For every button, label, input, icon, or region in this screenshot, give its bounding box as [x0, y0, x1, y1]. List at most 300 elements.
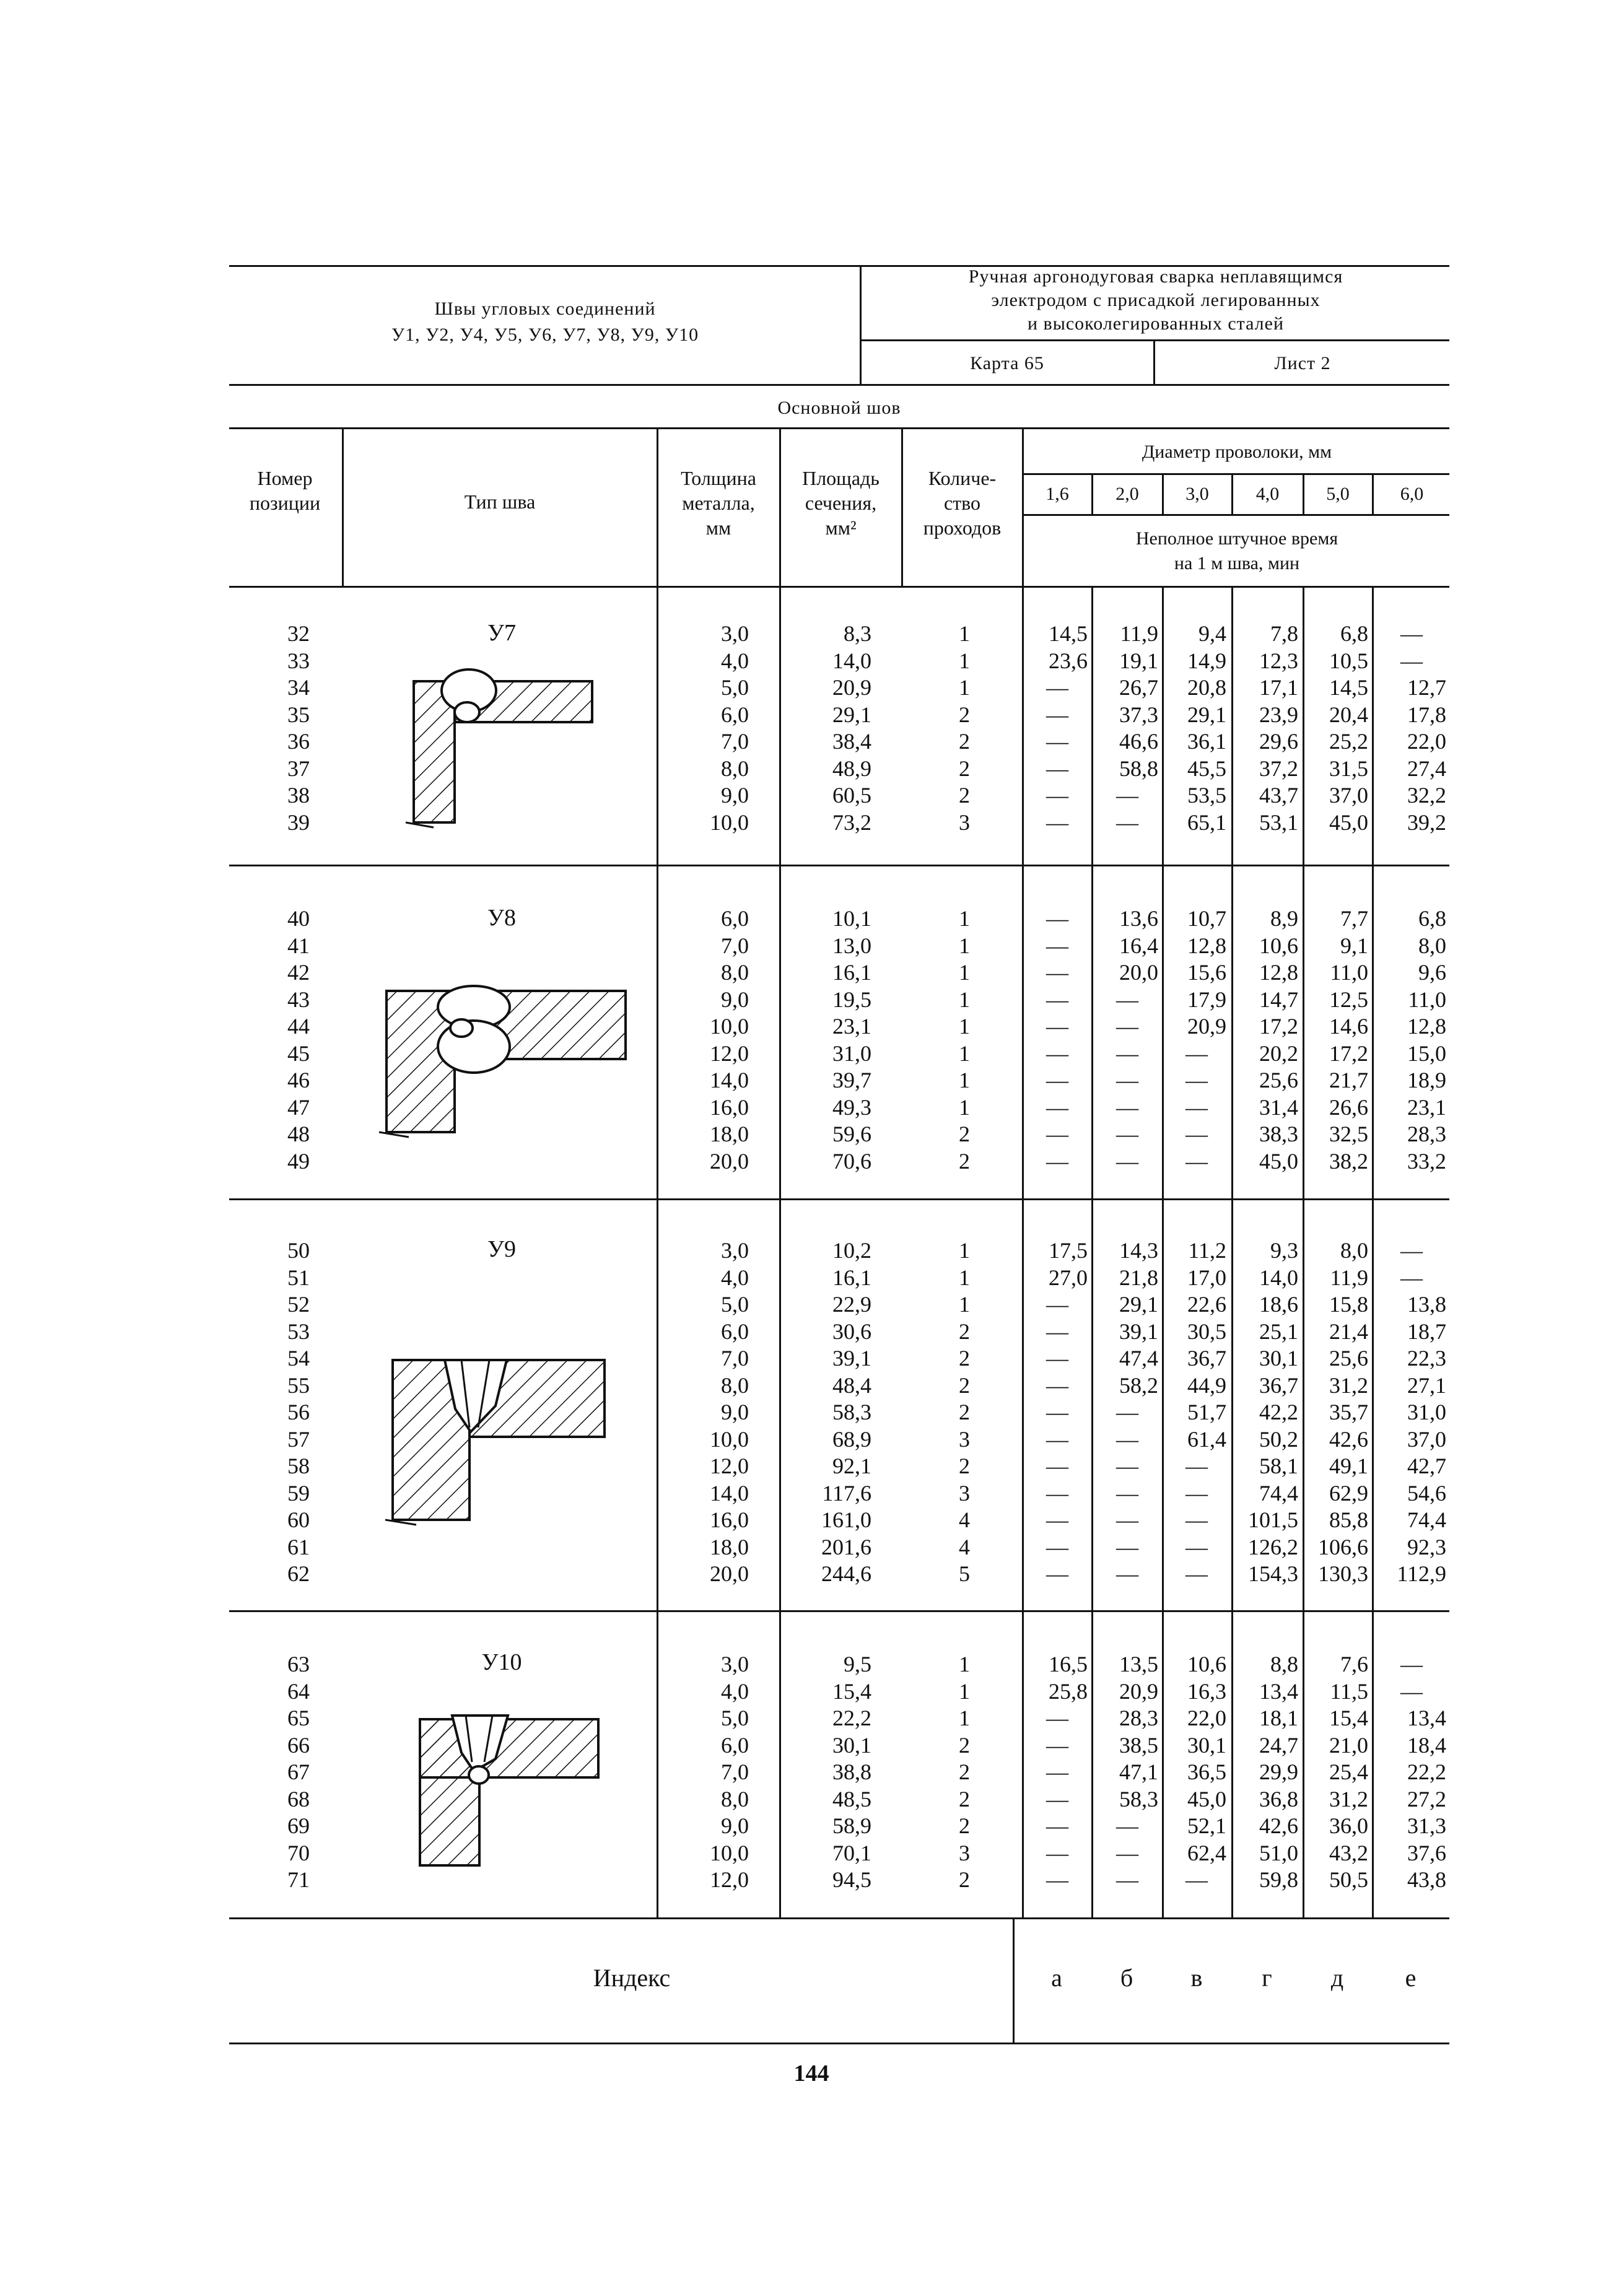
cell-thickness: 10,0 [710, 1426, 749, 1452]
cell-area: 58,3 [832, 1400, 871, 1424]
cell-time-d40: 42,2 [1259, 1400, 1298, 1424]
cell-position: 61 [287, 1534, 310, 1559]
cell-time-d50: 37,0 [1329, 783, 1368, 808]
cell-passes: 3 [959, 1840, 970, 1865]
cell-time-d60: 31,0 [1407, 1400, 1446, 1424]
cell-time-d16: — [1046, 1732, 1068, 1758]
cell-passes: 2 [959, 1786, 970, 1812]
cell-position: 44 [287, 1014, 310, 1039]
cell-area: 31,0 [832, 1040, 871, 1066]
cell-thickness: 18,0 [710, 1534, 749, 1559]
cell-thickness: 4,0 [721, 648, 749, 673]
cell-time-d20: — [1116, 1561, 1138, 1586]
cell-time-d40: 31,4 [1259, 1094, 1298, 1120]
cell-time-d30: 11,2 [1188, 1238, 1226, 1263]
header-left-line2: У1, У2, У4, У5, У6, У7, У8, У9, У10 [391, 325, 699, 345]
cell-position: 46 [287, 1068, 310, 1092]
cell-time-d16: — [1046, 1400, 1068, 1424]
cell-time-d50: 26,6 [1329, 1094, 1368, 1120]
cell-passes: 2 [959, 1732, 970, 1758]
cell-thickness: 4,0 [721, 1678, 749, 1704]
cell-time-d40: 50,2 [1259, 1426, 1298, 1452]
col-time-l2: на 1 м шва, мин [1174, 553, 1300, 573]
cell-time-d40: 18,6 [1259, 1292, 1298, 1317]
cell-time-d20: — [1116, 1867, 1138, 1892]
col-type: Тип шва [464, 491, 536, 513]
cell-position: 47 [287, 1094, 310, 1120]
cell-thickness: 6,0 [721, 702, 749, 727]
cell-time-d60: 27,1 [1407, 1372, 1446, 1398]
cell-time-d30: 20,8 [1187, 675, 1226, 700]
cell-time-d30: — [1185, 1867, 1208, 1892]
cell-thickness: 8,0 [721, 756, 749, 781]
cell-thickness: 9,0 [721, 783, 749, 808]
cell-time-d40: 12,8 [1259, 960, 1298, 985]
cell-time-d60: 37,6 [1407, 1840, 1446, 1865]
cell-area: 68,9 [832, 1426, 871, 1452]
cell-passes: 3 [959, 1426, 970, 1452]
cell-position: 32 [287, 621, 310, 646]
cell-time-d20: 16,4 [1119, 933, 1158, 958]
seam-diagram-u8 [379, 986, 626, 1137]
cell-time-d20: 39,1 [1119, 1319, 1158, 1344]
cell-time-d20: 20,0 [1119, 960, 1158, 985]
cell-passes: 1 [959, 1040, 970, 1066]
cell-time-d16: — [1046, 1426, 1068, 1452]
cell-position: 41 [287, 933, 310, 958]
cell-passes: 1 [959, 1068, 970, 1092]
cell-time-d20: 58,2 [1119, 1372, 1158, 1398]
cell-time-d40: 29,9 [1259, 1759, 1298, 1784]
col-position-l2: позиции [249, 492, 321, 514]
cell-time-d60: 22,2 [1407, 1759, 1446, 1784]
cell-time-d60: — [1400, 1238, 1423, 1263]
seam-label-u9: У9 [487, 1236, 516, 1262]
cell-time-d40: 51,0 [1259, 1840, 1298, 1865]
cell-time-d20: 47,4 [1119, 1346, 1158, 1371]
cell-position: 66 [287, 1732, 310, 1758]
cell-time-d60: — [1400, 1652, 1423, 1676]
cell-position: 49 [287, 1148, 310, 1174]
cell-time-d60: — [1400, 621, 1423, 646]
cell-area: 22,9 [832, 1292, 871, 1317]
index-b: б [1120, 1964, 1133, 1992]
cell-passes: 2 [959, 1372, 970, 1398]
cell-time-d20: — [1116, 1068, 1138, 1092]
cell-position: 38 [287, 783, 310, 808]
cell-thickness: 10,0 [710, 1840, 749, 1865]
cell-position: 39 [287, 809, 310, 835]
cell-time-d20: 47,1 [1119, 1759, 1158, 1784]
cell-thickness: 14,0 [710, 1480, 749, 1506]
cell-position: 52 [287, 1292, 310, 1317]
cell-time-d40: 38,3 [1259, 1122, 1298, 1146]
cell-time-d50: 42,6 [1329, 1426, 1368, 1452]
cell-time-d60: 18,9 [1407, 1068, 1446, 1092]
cell-time-d30: 62,4 [1187, 1840, 1226, 1865]
cell-time-d50: 31,5 [1329, 756, 1368, 781]
cell-time-d20: 19,1 [1119, 648, 1158, 673]
diameter-1-6: 1,6 [1046, 484, 1069, 504]
cell-position: 58 [287, 1454, 310, 1478]
cell-time-d60: 11,0 [1408, 987, 1446, 1012]
cell-passes: 2 [959, 1454, 970, 1478]
cell-thickness: 10,0 [710, 1014, 749, 1039]
cell-time-d60: 74,4 [1407, 1507, 1446, 1532]
col-area-l3: мм² [825, 517, 857, 539]
cell-time-d20: 37,3 [1119, 702, 1158, 727]
cell-time-d40: 8,9 [1270, 906, 1298, 931]
cell-thickness: 9,0 [721, 987, 749, 1012]
cell-time-d20: — [1116, 1040, 1138, 1066]
cell-area: 13,0 [832, 933, 871, 958]
cell-time-d50: 12,5 [1329, 987, 1368, 1012]
cell-time-d30: 61,4 [1187, 1426, 1226, 1452]
col-thickness-l1: Толщина [681, 467, 756, 489]
cell-position: 36 [287, 729, 310, 754]
cell-time-d60: 33,2 [1407, 1148, 1446, 1174]
cell-time-d20: — [1116, 1094, 1138, 1120]
cell-position: 59 [287, 1480, 310, 1506]
cell-time-d40: 10,6 [1259, 933, 1298, 958]
cell-area: 59,6 [832, 1122, 871, 1146]
cell-time-d30: 29,1 [1187, 702, 1226, 727]
cell-time-d40: 154,3 [1248, 1561, 1298, 1586]
cell-position: 45 [287, 1040, 310, 1066]
cell-time-d50: 14,6 [1329, 1014, 1368, 1039]
index-v: в [1190, 1964, 1203, 1992]
cell-time-d40: 45,0 [1259, 1148, 1298, 1174]
cell-time-d50: 38,2 [1329, 1148, 1368, 1174]
index-e: е [1405, 1964, 1417, 1992]
cell-passes: 2 [959, 1148, 970, 1174]
seam-diagram-u7 [406, 669, 592, 827]
col-position-l1: Номер [257, 467, 313, 489]
cell-time-d16: — [1046, 729, 1068, 754]
cell-position: 63 [287, 1652, 310, 1676]
cell-time-d16: — [1046, 1014, 1068, 1039]
cell-time-d50: 45,0 [1329, 809, 1368, 835]
cell-position: 64 [287, 1678, 310, 1704]
cell-time-d40: 17,2 [1259, 1014, 1298, 1039]
cell-time-d40: 25,6 [1259, 1068, 1298, 1092]
cell-position: 35 [287, 702, 310, 727]
cell-thickness: 12,0 [710, 1040, 749, 1066]
page-number: 144 [793, 2060, 829, 2086]
seam-label-u10: У10 [481, 1649, 522, 1675]
cell-time-d50: 11,0 [1330, 960, 1368, 985]
cell-time-d60: 27,4 [1407, 756, 1446, 781]
diameter-2-0: 2,0 [1115, 484, 1139, 504]
cell-time-d50: 43,2 [1329, 1840, 1368, 1865]
cell-time-d20: 28,3 [1119, 1706, 1158, 1730]
cell-time-d30: — [1185, 1122, 1208, 1146]
cell-time-d30: 10,7 [1187, 906, 1226, 931]
cell-passes: 1 [959, 1094, 970, 1120]
cell-time-d30: 12,8 [1187, 933, 1226, 958]
cell-time-d50: 9,1 [1340, 933, 1368, 958]
cell-position: 51 [287, 1265, 310, 1290]
cell-area: 30,1 [832, 1732, 871, 1758]
cell-position: 71 [287, 1867, 310, 1892]
cell-thickness: 7,0 [721, 1759, 749, 1784]
cell-time-d50: 15,4 [1329, 1706, 1368, 1730]
cell-thickness: 12,0 [710, 1867, 749, 1892]
cell-time-d50: 21,4 [1329, 1319, 1368, 1344]
cell-time-d50: 50,5 [1329, 1867, 1368, 1892]
cell-time-d50: 15,8 [1329, 1292, 1368, 1317]
cell-time-d16: — [1046, 1507, 1068, 1532]
cell-time-d30: 36,5 [1187, 1759, 1226, 1784]
cell-position: 50 [287, 1238, 310, 1263]
cell-position: 56 [287, 1400, 310, 1424]
cell-area: 244,6 [821, 1561, 871, 1586]
cell-area: 117,6 [822, 1480, 871, 1506]
cell-area: 39,7 [832, 1068, 871, 1092]
cell-time-d30: — [1185, 1561, 1208, 1586]
cell-passes: 1 [959, 1652, 970, 1676]
cell-passes: 2 [959, 1122, 970, 1146]
cell-thickness: 7,0 [721, 729, 749, 754]
cell-time-d50: 31,2 [1329, 1786, 1368, 1812]
cell-time-d20: 29,1 [1119, 1292, 1158, 1317]
cell-time-d40: 37,2 [1259, 756, 1298, 781]
cell-passes: 1 [959, 1292, 970, 1317]
cell-time-d20: 26,7 [1119, 675, 1158, 700]
cell-time-d30: 22,6 [1187, 1292, 1226, 1317]
cell-passes: 1 [959, 933, 970, 958]
cell-area: 73,2 [832, 809, 871, 835]
cell-passes: 2 [959, 783, 970, 808]
cell-area: 10,2 [832, 1238, 871, 1263]
index-d: д [1330, 1964, 1344, 1992]
cell-time-d50: 31,2 [1329, 1372, 1368, 1398]
cell-position: 67 [287, 1759, 310, 1784]
index-g: г [1262, 1964, 1272, 1992]
cell-time-d40: 14,7 [1259, 987, 1298, 1012]
cell-position: 53 [287, 1319, 310, 1344]
cell-time-d50: 6,8 [1340, 621, 1368, 646]
cell-time-d30: 22,0 [1187, 1706, 1226, 1730]
cell-time-d16: 14,5 [1049, 621, 1088, 646]
cell-passes: 2 [959, 1759, 970, 1784]
cell-thickness: 9,0 [721, 1813, 749, 1838]
cell-time-d40: 12,3 [1259, 648, 1298, 673]
cell-time-d50: 62,9 [1329, 1480, 1368, 1506]
cell-time-d60: 12,8 [1407, 1014, 1446, 1039]
cell-position: 65 [287, 1706, 310, 1730]
cell-time-d20: 58,8 [1119, 756, 1158, 781]
cell-time-d50: 25,4 [1329, 1759, 1368, 1784]
cell-time-d30: 36,1 [1187, 729, 1226, 754]
cell-passes: 1 [959, 1265, 970, 1290]
cell-time-d16: — [1046, 1122, 1068, 1146]
cell-time-d30: 30,1 [1187, 1732, 1226, 1758]
seam-label-u7: У7 [487, 620, 516, 646]
cell-time-d60: — [1400, 1265, 1423, 1290]
cell-time-d30: 52,1 [1187, 1813, 1226, 1838]
cell-time-d30: — [1185, 1094, 1208, 1120]
cell-time-d20: 21,8 [1119, 1265, 1158, 1290]
cell-time-d30: 30,5 [1187, 1319, 1226, 1344]
cell-area: 39,1 [832, 1346, 871, 1371]
cell-position: 54 [287, 1346, 310, 1371]
cell-time-d16: — [1046, 1292, 1068, 1317]
cell-area: 19,5 [832, 987, 871, 1012]
cell-position: 48 [287, 1122, 310, 1146]
cell-time-d40: 23,9 [1259, 702, 1298, 727]
cell-time-d30: 44,9 [1187, 1372, 1226, 1398]
cell-time-d60: 13,4 [1407, 1706, 1446, 1730]
cell-thickness: 8,0 [721, 1372, 749, 1398]
cell-passes: 3 [959, 1480, 970, 1506]
cell-area: 38,4 [832, 729, 871, 754]
cell-passes: 1 [959, 1706, 970, 1730]
seam-diagram-u9 [385, 1360, 605, 1525]
cell-passes: 1 [959, 1678, 970, 1704]
cell-time-d40: 74,4 [1259, 1480, 1298, 1506]
cell-thickness: 7,0 [721, 933, 749, 958]
cell-passes: 2 [959, 1346, 970, 1371]
cell-time-d60: 92,3 [1407, 1534, 1446, 1559]
header-right-line2: электродом с присадкой легированных [991, 290, 1321, 310]
cell-time-d60: 8,0 [1418, 933, 1446, 958]
cell-time-d60: 23,1 [1407, 1094, 1446, 1120]
cell-time-d60: 18,7 [1407, 1319, 1446, 1344]
cell-time-d16: — [1046, 1786, 1068, 1812]
cell-time-d50: 11,9 [1330, 1265, 1368, 1290]
cell-passes: 1 [959, 1014, 970, 1039]
cell-time-d20: — [1116, 1426, 1138, 1452]
cell-time-d30: 45,0 [1187, 1786, 1226, 1812]
cell-time-d50: 21,7 [1329, 1068, 1368, 1092]
cell-time-d20: — [1116, 1480, 1138, 1506]
cell-time-d60: 22,0 [1407, 729, 1446, 754]
cell-time-d16: — [1046, 809, 1068, 835]
col-diameter: Диаметр проволоки, мм [1142, 442, 1332, 462]
cell-time-d30: 53,5 [1187, 783, 1226, 808]
cell-time-d40: 101,5 [1248, 1507, 1298, 1532]
cell-time-d60: 13,8 [1407, 1292, 1446, 1317]
cell-passes: 1 [959, 960, 970, 985]
cell-time-d20: 14,3 [1119, 1238, 1158, 1263]
cell-time-d16: — [1046, 1372, 1068, 1398]
cell-time-d16: 25,8 [1049, 1678, 1088, 1704]
cell-time-d40: 7,8 [1270, 621, 1298, 646]
cell-time-d16: — [1046, 675, 1068, 700]
diameter-4-0: 4,0 [1255, 484, 1280, 504]
cell-area: 70,6 [832, 1148, 871, 1174]
cell-time-d16: — [1046, 933, 1068, 958]
cell-time-d30: 20,9 [1187, 1014, 1226, 1039]
cell-time-d60: 28,3 [1407, 1122, 1446, 1146]
cell-thickness: 6,0 [721, 906, 749, 931]
cell-time-d40: 14,0 [1259, 1265, 1298, 1290]
cell-passes: 3 [959, 809, 970, 835]
cell-time-d40: 126,2 [1248, 1534, 1298, 1559]
cell-area: 22,2 [832, 1706, 871, 1730]
cell-time-d40: 20,2 [1259, 1040, 1298, 1066]
cell-time-d16: — [1046, 1068, 1068, 1092]
index-a: а [1051, 1964, 1062, 1992]
cell-time-d40: 25,1 [1259, 1319, 1298, 1344]
cell-time-d20: 20,9 [1119, 1678, 1158, 1704]
cell-time-d40: 29,6 [1259, 729, 1298, 754]
cell-thickness: 9,0 [721, 1400, 749, 1424]
cell-passes: 2 [959, 756, 970, 781]
cell-passes: 2 [959, 729, 970, 754]
cell-time-d50: 36,0 [1329, 1813, 1368, 1838]
cell-time-d60: 42,7 [1407, 1454, 1446, 1478]
cell-time-d16: — [1046, 1094, 1068, 1120]
cell-time-d16: — [1046, 1561, 1068, 1586]
cell-time-d50: 20,4 [1329, 702, 1368, 727]
cell-time-d20: — [1116, 783, 1138, 808]
cell-time-d30: 17,0 [1187, 1265, 1226, 1290]
cell-time-d60: 54,6 [1407, 1480, 1446, 1506]
cell-position: 69 [287, 1813, 310, 1838]
cell-time-d30: — [1185, 1068, 1208, 1092]
cell-time-d16: — [1046, 783, 1068, 808]
cell-time-d16: 17,5 [1049, 1238, 1088, 1263]
cell-area: 49,3 [832, 1094, 871, 1120]
cell-time-d40: 9,3 [1270, 1238, 1298, 1263]
cell-time-d50: 32,5 [1329, 1122, 1368, 1146]
cell-passes: 4 [959, 1507, 970, 1532]
cell-time-d50: 25,6 [1329, 1346, 1368, 1371]
cell-passes: 1 [959, 621, 970, 646]
diameter-5-0: 5,0 [1326, 484, 1350, 504]
cell-thickness: 20,0 [710, 1561, 749, 1586]
cell-passes: 1 [959, 906, 970, 931]
cell-position: 33 [287, 648, 310, 673]
cell-time-d40: 42,6 [1259, 1813, 1298, 1838]
cell-time-d16: — [1046, 1319, 1068, 1344]
cell-passes: 1 [959, 675, 970, 700]
cell-time-d16: — [1046, 702, 1068, 727]
cell-position: 68 [287, 1786, 310, 1812]
cell-time-d20: — [1116, 1454, 1138, 1478]
cell-time-d30: — [1185, 1480, 1208, 1506]
cell-passes: 1 [959, 648, 970, 673]
cell-time-d50: 85,8 [1329, 1507, 1368, 1532]
cell-area: 14,0 [832, 648, 871, 673]
cell-time-d16: — [1046, 1867, 1068, 1892]
cell-position: 62 [287, 1561, 310, 1586]
cell-position: 57 [287, 1426, 310, 1452]
cell-position: 70 [287, 1840, 310, 1865]
cell-time-d30: — [1185, 1148, 1208, 1174]
cell-time-d60: 17,8 [1407, 702, 1446, 727]
cell-time-d16: — [1046, 1840, 1068, 1865]
cell-thickness: 4,0 [721, 1265, 749, 1290]
cell-time-d60: 9,6 [1418, 960, 1446, 985]
cell-area: 48,4 [832, 1372, 871, 1398]
cell-area: 58,9 [832, 1813, 871, 1838]
cell-thickness: 5,0 [721, 675, 749, 700]
cell-time-d20: 58,3 [1119, 1786, 1158, 1812]
cell-thickness: 3,0 [721, 621, 749, 646]
cell-time-d16: — [1046, 1534, 1068, 1559]
col-area-l1: Площадь [802, 467, 880, 489]
cell-time-d60: 31,3 [1407, 1813, 1446, 1838]
card-label: Карта 65 [970, 353, 1044, 373]
cell-area: 23,1 [832, 1014, 871, 1039]
cell-passes: 2 [959, 1813, 970, 1838]
cell-time-d16: — [1046, 1040, 1068, 1066]
cell-time-d40: 58,1 [1259, 1454, 1298, 1478]
cell-area: 38,8 [832, 1759, 871, 1784]
